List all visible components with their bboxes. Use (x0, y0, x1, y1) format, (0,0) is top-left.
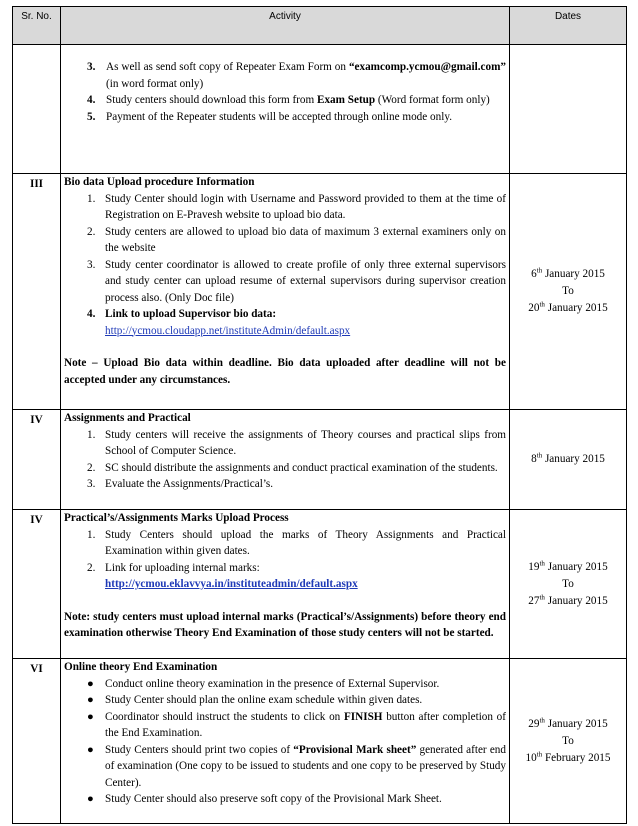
date-end: 20th January 2015 (528, 300, 608, 314)
bullet-icon: ● (87, 743, 94, 756)
header-dates: Dates (510, 7, 627, 45)
list-item: 1. Study centers will receive the assignments of Theory courses and practical slips from School of Computer Science. (87, 428, 506, 457)
list-item: 2. Link for uploading internal marks: http://ycmou.eklavvya.in/instituteadmin/default.aspx (87, 561, 358, 590)
section-heading: Online theory End Examination (64, 661, 218, 673)
row-bio-data (13, 174, 627, 410)
activity-cell-online-exam (61, 659, 510, 824)
list-item: ● Study Centers should print two copies of “Provisional Mark sheet” generated after end of examination (One copy to be issued to students and one copy to be preserved by Study Center). (87, 743, 506, 789)
assignments-list (64, 427, 506, 493)
date-start: 6th January 2015 (531, 266, 605, 280)
repeater-email: “examcomp.ycmou@gmail.com” (348, 61, 506, 73)
bio-data-list (64, 191, 506, 340)
repeater-list (64, 59, 506, 125)
row-continuation (13, 45, 627, 174)
schedule-table (12, 6, 627, 824)
date-end: 10th February 2015 (525, 749, 611, 764)
date-single: 8th January 2015 (531, 451, 605, 465)
list-item: ● Conduct online theory examination in the presence of External Supervisor. (64, 676, 506, 693)
activity-cell-bio-data (61, 174, 510, 410)
list-item: 1. Study Center should login with Username and Password provided to them at the time of Registration on E-Pravesh website to upload bio data. (87, 192, 506, 221)
date-to: To (562, 285, 574, 297)
activity-cell-marks-upload (61, 510, 510, 659)
date-start: 19th January 2015 (528, 558, 608, 573)
row-marks-upload (13, 510, 627, 659)
section-heading: Assignments and Practical (64, 412, 191, 424)
supervisor-upload-link[interactable]: http://ycmou.cloudapp.net/instituteAdmin/default.aspx (105, 324, 351, 337)
header-activity: Activity (61, 7, 510, 45)
date-cell-bio-data (510, 174, 627, 410)
sr-cell-empty (13, 45, 61, 174)
row-online-exam (13, 659, 627, 824)
note-text: Note – Upload Bio data within deadline. Bio data uploaded after deadline will not be accepted under any circumstances. (64, 357, 506, 386)
date-start: 29th January 2015 (528, 715, 608, 730)
section-heading: Practical’s/Assignments Marks Upload Process (64, 512, 289, 524)
date-cell-marks-upload (510, 510, 627, 659)
header-sr: Sr. No. (13, 7, 61, 45)
list-item: ● Coordinator should instruct the students to click on FINISH button after completion of the End Examination. (87, 710, 506, 739)
marks-upload-list (64, 527, 506, 593)
date-cell-online-exam (510, 659, 627, 824)
bullet-icon: ● (87, 677, 94, 690)
internal-marks-link[interactable]: http://ycmou.eklavvya.in/instituteadmin/default.aspx (105, 578, 358, 590)
sr-number: VI (13, 659, 61, 824)
header-row (13, 7, 627, 45)
row-assignments (13, 410, 627, 510)
date-to: To (562, 734, 574, 747)
list-item: 5. Payment of the Repeater students will be accepted through online mode only. (87, 110, 452, 123)
sr-number: III (13, 174, 61, 410)
activity-cell-continuation (61, 45, 510, 174)
online-exam-bullets (64, 676, 506, 808)
list-item: 3. Evaluate the Assignments/Practical’s. (87, 478, 274, 490)
activity-cell-assignments (61, 410, 510, 510)
date-to: To (562, 577, 574, 590)
note-text: Note: study centers must upload internal marks (Practical’s/Assignments) before theory end examination otherwise Theory End Examination of those study centers will not be started. (64, 610, 506, 639)
list-item: 1. Study Centers should upload the marks of Theory Assignments and Practical Examination within given dates. (87, 528, 506, 557)
list-item: 4. Link to upload Supervisor bio data: http://ycmou.cloudapp.net/instituteAdmin/default.aspx (87, 308, 351, 337)
list-item: 4. Study centers should download this form from Exam Setup (Word format form only) (87, 94, 490, 106)
date-cell-empty (510, 45, 627, 174)
bullet-icon: ● (87, 710, 94, 723)
date-end: 27th January 2015 (528, 592, 608, 607)
section-heading: Bio data Upload procedure Information (64, 176, 255, 188)
date-cell-assignments (510, 410, 627, 510)
list-item: 3. Study center coordinator is allowed to create profile of only three external supervisors and study center can upload resume of external supervisors during supervisor creation process also. (Only Doc file) (87, 258, 506, 304)
list-item: ● Study Center should also preserve soft copy of the Provisional Mark Sheet. (64, 791, 506, 808)
bullet-icon: ● (87, 793, 94, 805)
sr-number: IV (13, 410, 61, 510)
list-item: 2. Study centers are allowed to upload bio data of maximum 3 external examiners only on the website (87, 225, 506, 254)
sr-number: IV (13, 510, 61, 659)
list-item: ● Study Center should plan the online exam schedule within given dates. (64, 692, 506, 709)
list-item: 3. As well as send soft copy of Repeater Exam Form on “examcomp.ycmou@gmail.com” (in word format only) (87, 61, 506, 90)
list-item: 2. SC should distribute the assignments and conduct practical examination of the students. (87, 461, 498, 474)
bullet-icon: ● (87, 694, 94, 706)
